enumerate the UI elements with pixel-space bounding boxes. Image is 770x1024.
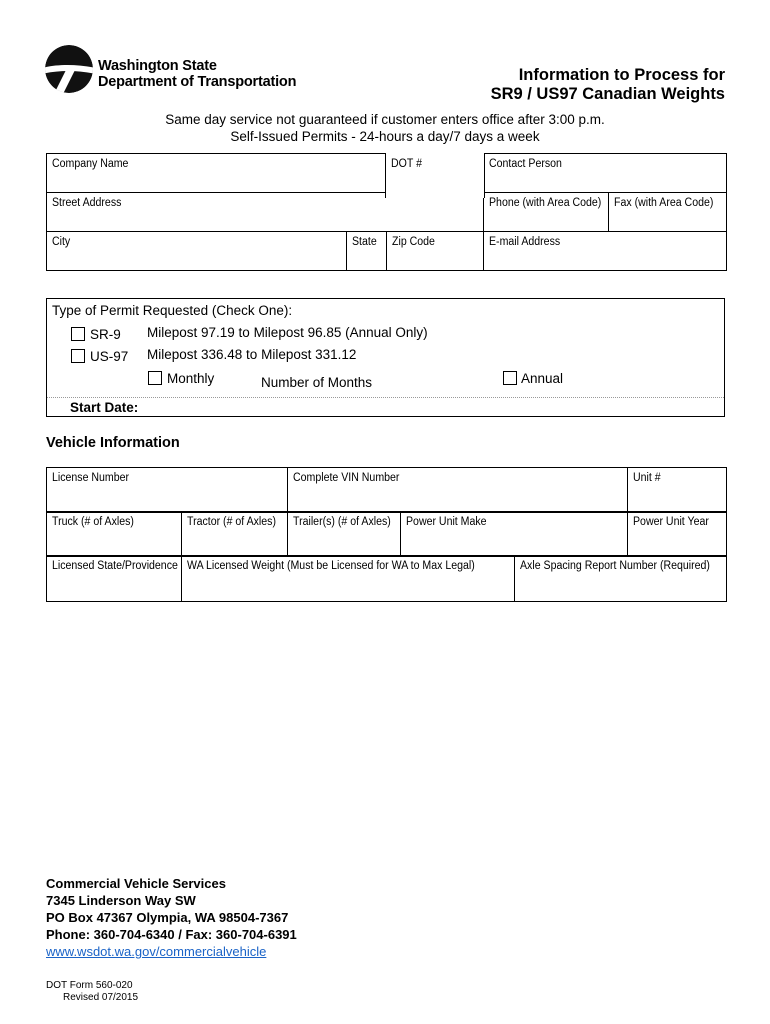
email-field[interactable]: E-mail Address: [484, 232, 727, 271]
vehicle-row-1: [46, 467, 727, 513]
street-address-field[interactable]: Street Address: [47, 193, 484, 232]
license-number-field[interactable]: License Number: [47, 468, 288, 513]
dot-number-label: DOT #: [391, 158, 422, 170]
truck-axles-field[interactable]: Truck (# of Axles): [47, 512, 182, 557]
form-title: [491, 66, 725, 104]
power-unit-year-field[interactable]: Power Unit Year: [628, 512, 727, 557]
contact-person-field[interactable]: Contact Person: [484, 154, 727, 193]
divider: [47, 397, 724, 398]
annual-label: Annual: [521, 371, 564, 386]
vehicle-row-3: [46, 555, 727, 602]
start-date-label: Start Date:: [70, 400, 139, 415]
phone-field[interactable]: Phone (with Area Code): [484, 193, 609, 232]
state-field[interactable]: State: [347, 232, 387, 271]
permit-type-heading: Type of Permit Requested (Check One):: [52, 303, 293, 318]
monthly-label: Monthly: [167, 371, 215, 386]
zip-field[interactable]: Zip Code: [387, 232, 484, 271]
sr9-label: SR-9: [90, 327, 121, 342]
office-name: Commercial Vehicle Services: [46, 876, 226, 891]
vehicle-info-heading: Vehicle Information: [46, 435, 180, 451]
form-number: DOT Form 560-020: [46, 980, 133, 991]
sr9-milepost: Milepost 97.19 to Milepost 96.85 (Annual Only): [147, 325, 428, 340]
vehicle-row-2: [46, 511, 727, 557]
permit-type-section: [46, 298, 725, 417]
monthly-checkbox[interactable]: [148, 371, 162, 385]
agency-name: [98, 58, 296, 90]
revised-date: Revised 07/2015: [63, 992, 139, 1003]
dot-number-field[interactable]: [385, 153, 485, 198]
website-link[interactable]: www.wsdot.wa.gov/commercialvehicle: [46, 944, 267, 959]
form-number-block: [46, 980, 138, 1004]
fax-field[interactable]: Fax (with Area Code): [609, 193, 727, 232]
us97-label: US-97: [90, 349, 129, 364]
trailer-axles-field[interactable]: Trailer(s) (# of Axles): [288, 512, 401, 557]
number-of-months-label: Number of Months: [261, 375, 373, 390]
agency-line-2: Department of Transportation: [98, 74, 297, 90]
title-line-2: SR9 / US97 Canadian Weights: [490, 85, 725, 103]
axle-spacing-field[interactable]: Axle Spacing Report Number (Required): [515, 556, 727, 602]
tractor-axles-field[interactable]: Tractor (# of Axles): [182, 512, 288, 557]
company-name-field[interactable]: Company Name: [47, 154, 484, 193]
office-address: [46, 875, 297, 960]
annual-checkbox[interactable]: [503, 371, 517, 385]
wsdot-logo-icon: [44, 44, 94, 94]
wa-licensed-weight-field[interactable]: WA Licensed Weight (Must be Licensed for WA to Max Legal): [182, 556, 515, 602]
power-unit-make-field[interactable]: Power Unit Make: [401, 512, 628, 557]
sr9-checkbox[interactable]: [71, 327, 85, 341]
office-street: 7345 Linderson Way SW: [46, 893, 196, 908]
title-line-1: Information to Process for: [518, 66, 725, 84]
self-issued-notice: Self-Issued Permits - 24-hours a day/7 days a week: [230, 129, 540, 144]
us97-milepost: Milepost 336.48 to Milepost 331.12: [147, 347, 357, 362]
agency-line-1: Washington State: [98, 58, 217, 74]
vin-field[interactable]: Complete VIN Number: [288, 468, 628, 513]
office-po-box: PO Box 47367 Olympia, WA 98504-7367: [46, 910, 289, 925]
unit-number-field[interactable]: Unit #: [628, 468, 727, 513]
office-phone-fax: Phone: 360-704-6340 / Fax: 360-704-6391: [46, 927, 297, 942]
service-notice: Same day service not guaranteed if customer enters office after 3:00 p.m.: [165, 112, 605, 127]
city-field[interactable]: City: [47, 232, 347, 271]
us97-checkbox[interactable]: [71, 349, 85, 363]
licensed-state-field[interactable]: Licensed State/Providence: [47, 556, 182, 602]
